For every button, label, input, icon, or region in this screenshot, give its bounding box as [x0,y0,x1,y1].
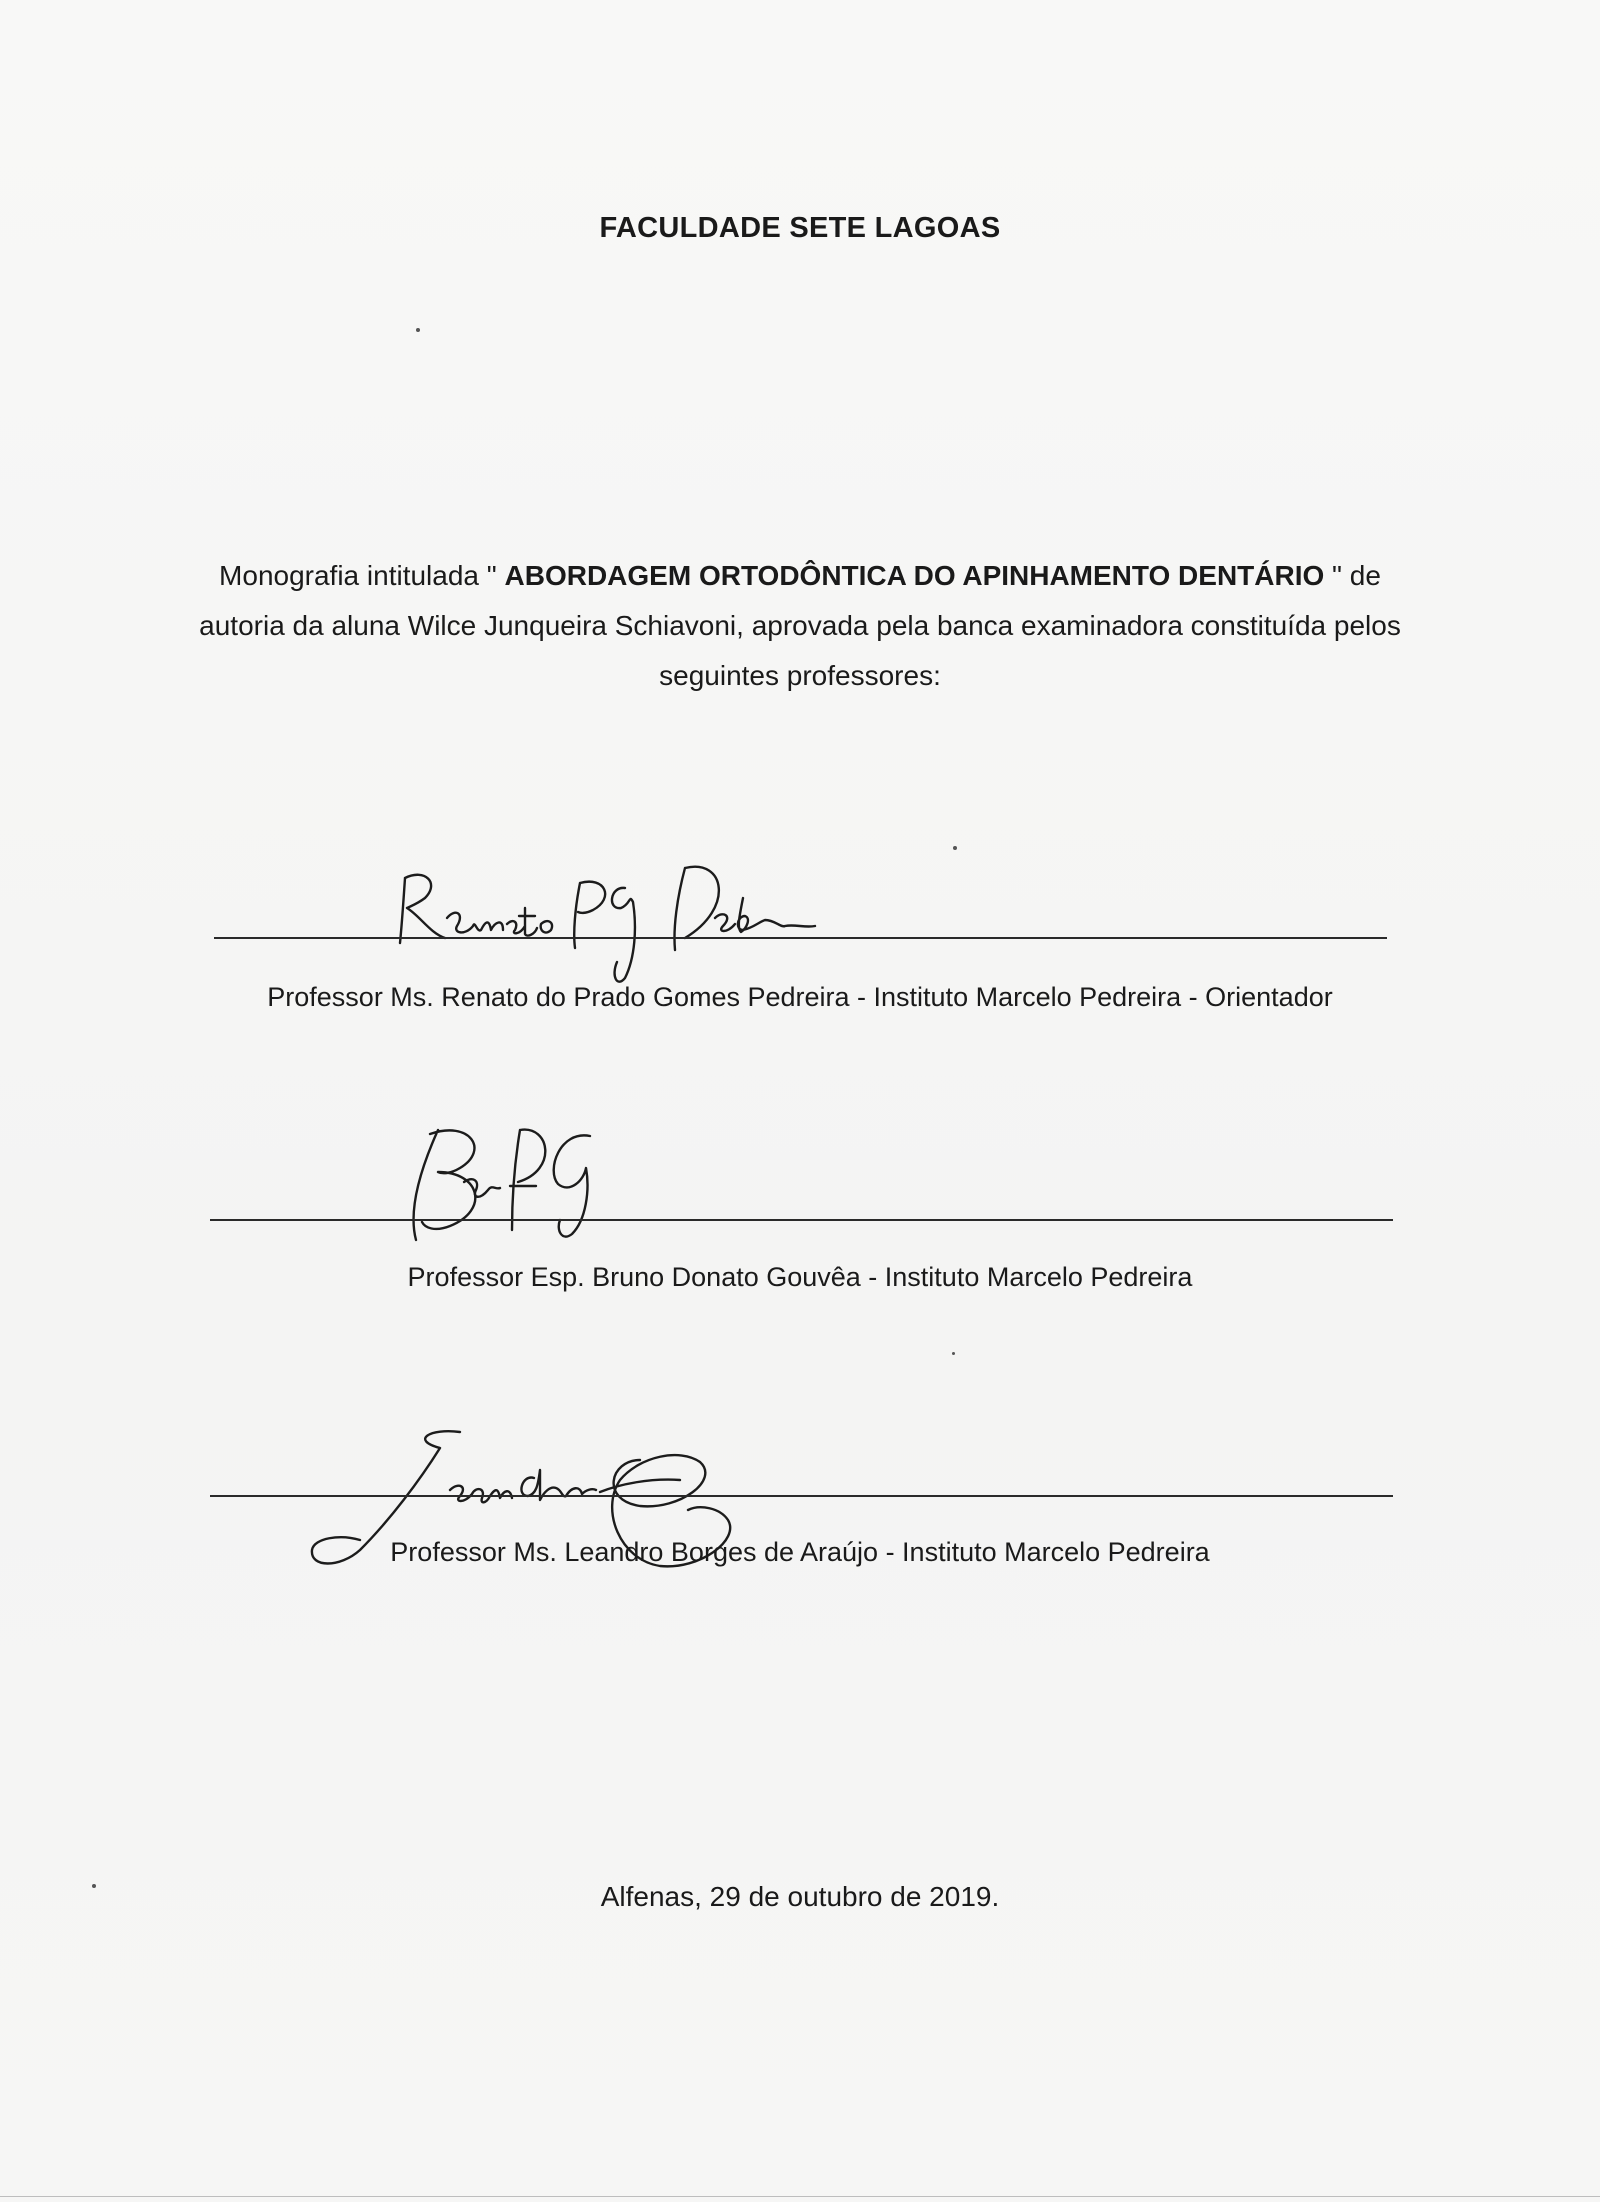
scan-speck [952,1352,955,1355]
place-and-date: Alfenas, 29 de outubro de 2019. [600,1881,1000,1912]
statement-suffix: " de autoria da aluna Wilce Junqueira Schiavoni, aprovada pela banca examinadora constituída pelos seguintes professores: [199,560,1401,691]
thesis-title: ABORDAGEM ORTODÔNTICA DO APINHAMENTO DENTÁRIO [504,560,1325,591]
scan-speck [953,846,957,850]
examiner-3-name: Professor Ms. Leandro Borges de Araújo - Instituto Marcelo Pedreira [390,1537,1210,1567]
examiner-2-name: Professor Esp. Bruno Donato Gouvêa - Instituto Marcelo Pedreira [407,1262,1193,1292]
institution-heading: FACULDADE SETE LAGOAS [599,212,1001,244]
statement-prefix: Monografia intitulada " [219,560,505,591]
scan-edge [0,2196,1600,2197]
signature-line-examiner-1 [214,937,1387,939]
signature-examiner-1 [385,838,845,988]
scan-speck [416,328,420,332]
scan-speck [92,1884,96,1888]
examiner-1-name: Professor Ms. Renato do Prado Gomes Pedreira - Instituto Marcelo Pedreira - Orientador [267,982,1333,1012]
signature-examiner-2 [380,1110,620,1250]
signature-line-examiner-2 [210,1219,1393,1221]
signature-line-examiner-3 [210,1495,1393,1497]
approval-statement [180,551,1420,701]
